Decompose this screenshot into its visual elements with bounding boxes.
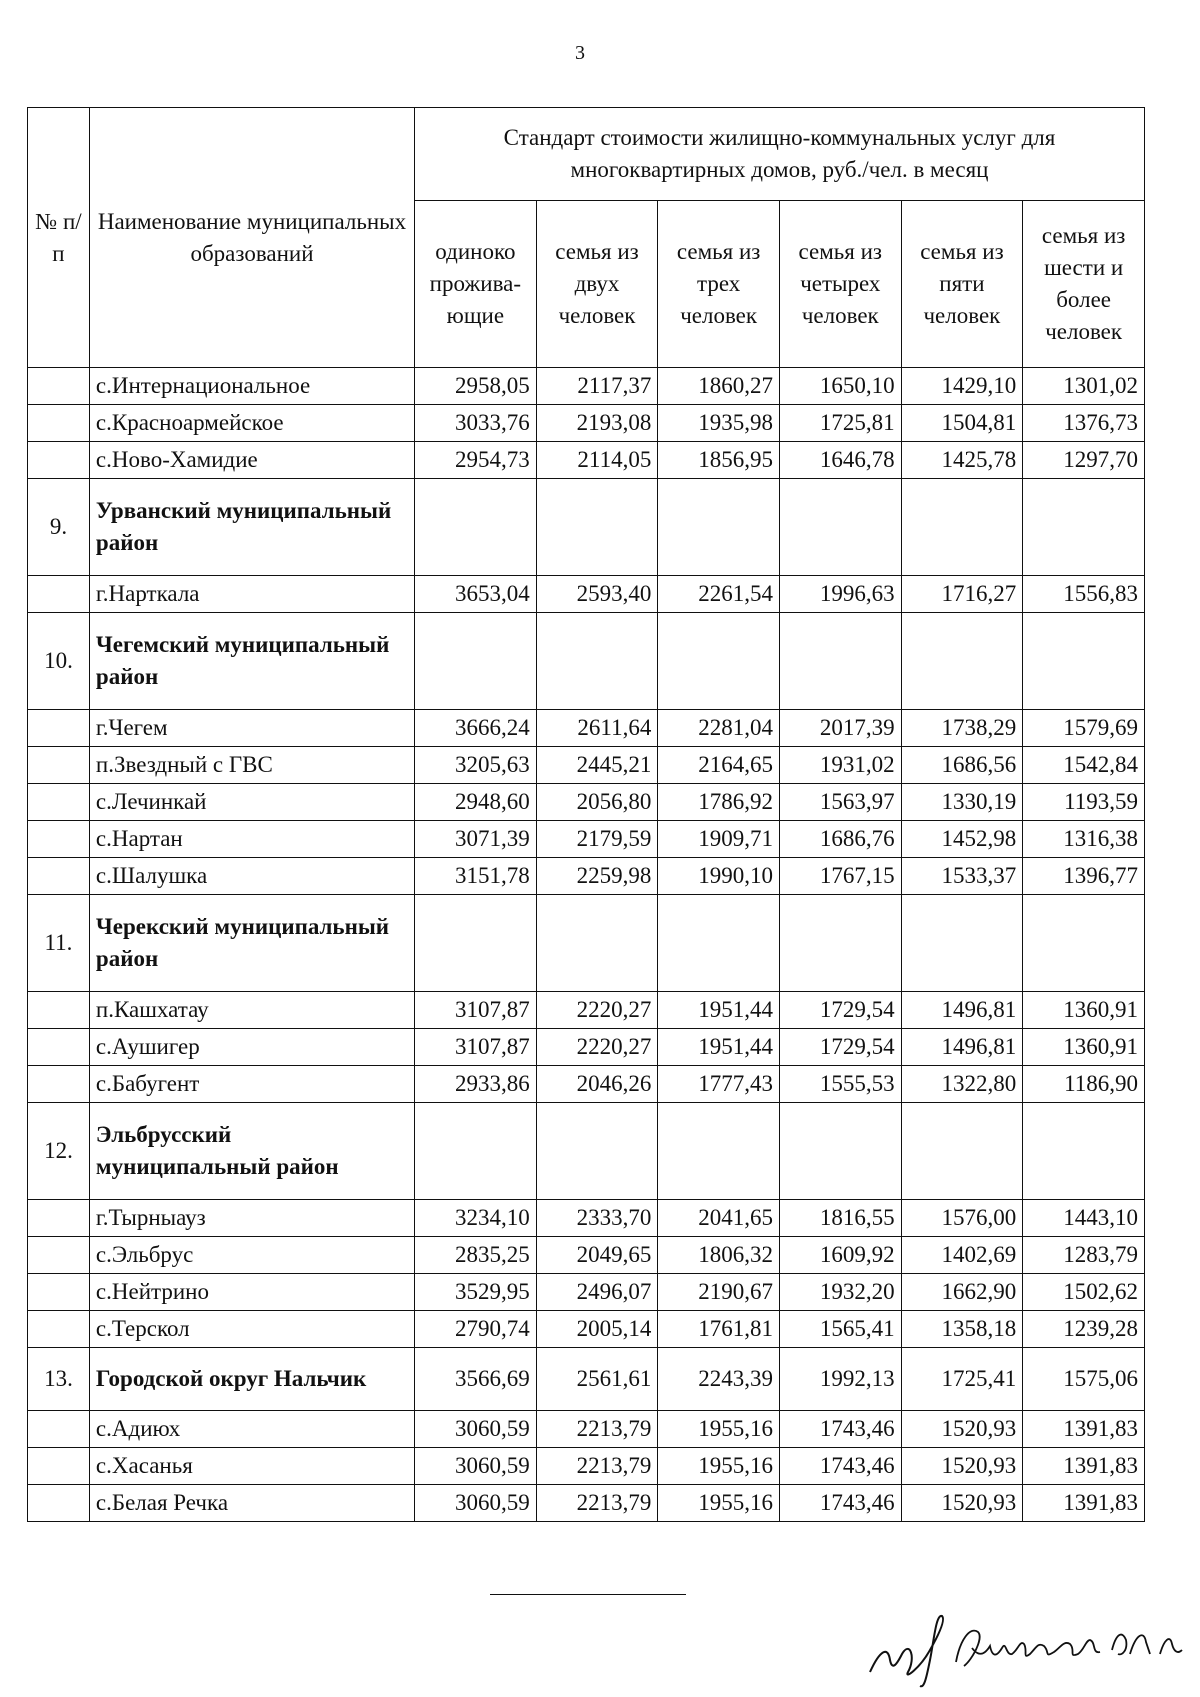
district-name: Чегемский муниципальный район (89, 613, 414, 710)
row-number (28, 368, 90, 405)
footer-divider (490, 1594, 686, 1595)
cost-cell (1023, 1103, 1145, 1200)
district-name: Урванский муниципальный район (89, 479, 414, 576)
cost-cell (779, 479, 901, 576)
settlement-name: с.Лечинкай (89, 784, 414, 821)
cost-cell: 1502,62 (1023, 1274, 1145, 1311)
row-number (28, 576, 90, 613)
cost-cell: 1990,10 (658, 858, 780, 895)
table-row (28, 1237, 1145, 1274)
cost-cell: 1425,78 (901, 442, 1023, 479)
table-row (28, 1411, 1145, 1448)
cost-cell (658, 613, 780, 710)
settlement-name: с.Адиюх (89, 1411, 414, 1448)
cost-cell: 1520,93 (901, 1411, 1023, 1448)
cost-cell: 1330,19 (901, 784, 1023, 821)
settlement-name: п.Кашхатау (89, 992, 414, 1029)
cost-cell: 1686,76 (779, 821, 901, 858)
cost-cell (536, 1103, 658, 1200)
cost-cell: 2041,65 (658, 1200, 780, 1237)
table-row (28, 1274, 1145, 1311)
table-row (28, 576, 1145, 613)
row-number (28, 858, 90, 895)
settlement-name: с.Нейтрино (89, 1274, 414, 1311)
cost-cell: 2017,39 (779, 710, 901, 747)
cost-cell: 1996,63 (779, 576, 901, 613)
row-number (28, 442, 90, 479)
cost-cell: 3060,59 (415, 1448, 537, 1485)
header-municipality: Наименование муниципальных образований (89, 108, 414, 368)
signature-stroke-surname (956, 1631, 1182, 1666)
page-number: 3 (575, 42, 585, 64)
settlement-name: с.Аушигер (89, 1029, 414, 1066)
cost-cell (779, 895, 901, 992)
cost-cell: 1609,92 (779, 1237, 901, 1274)
cost-cell: 1992,13 (779, 1348, 901, 1411)
cost-cell: 1443,10 (1023, 1200, 1145, 1237)
cost-cell: 1297,70 (1023, 442, 1145, 479)
cost-cell: 3205,63 (415, 747, 537, 784)
row-number (28, 1066, 90, 1103)
signature-stroke-initials (870, 1616, 943, 1686)
cost-cell (415, 895, 537, 992)
row-number: 11. (28, 895, 90, 992)
row-number: 9. (28, 479, 90, 576)
cost-cell: 1743,46 (779, 1485, 901, 1522)
cost-cell: 2056,80 (536, 784, 658, 821)
cost-cell (1023, 895, 1145, 992)
cost-cell: 2213,79 (536, 1411, 658, 1448)
row-number (28, 405, 90, 442)
cost-cell: 2948,60 (415, 784, 537, 821)
table-row (28, 1485, 1145, 1522)
cost-cell (536, 895, 658, 992)
cost-cell: 2958,05 (415, 368, 537, 405)
settlement-name: с.Нартан (89, 821, 414, 858)
cost-cell: 2611,64 (536, 710, 658, 747)
cost-cell: 1955,16 (658, 1448, 780, 1485)
cost-cell: 3060,59 (415, 1411, 537, 1448)
table-row (28, 858, 1145, 895)
signature (860, 1610, 1190, 1690)
cost-cell: 1496,81 (901, 1029, 1023, 1066)
cost-cell: 1533,37 (901, 858, 1023, 895)
cost-cell: 1725,81 (779, 405, 901, 442)
cost-cell: 1860,27 (658, 368, 780, 405)
cost-cell (658, 1103, 780, 1200)
settlement-name: с.Ново-Хамидие (89, 442, 414, 479)
header-standard: Стандарт стоимости жилищно-коммунальных услуг для многоквартирных домов, руб./чел. в месяц (415, 108, 1145, 201)
cost-cell: 1186,90 (1023, 1066, 1145, 1103)
cost-cell: 1555,53 (779, 1066, 901, 1103)
row-number (28, 1274, 90, 1311)
cost-cell: 1576,00 (901, 1200, 1023, 1237)
cost-cell: 1932,20 (779, 1274, 901, 1311)
table-row (28, 1029, 1145, 1066)
cost-cell: 2261,54 (658, 576, 780, 613)
header-column: семья из шести и более человек (1023, 201, 1145, 368)
cost-cell: 1429,10 (901, 368, 1023, 405)
cost-cell: 1806,32 (658, 1237, 780, 1274)
cost-cell: 1738,29 (901, 710, 1023, 747)
cost-cell: 1360,91 (1023, 1029, 1145, 1066)
cost-cell: 1301,02 (1023, 368, 1145, 405)
cost-cell: 2790,74 (415, 1311, 537, 1348)
row-number (28, 784, 90, 821)
cost-cell: 2005,14 (536, 1311, 658, 1348)
cost-cell: 1322,80 (901, 1066, 1023, 1103)
table-row (28, 784, 1145, 821)
cost-cell: 1743,46 (779, 1448, 901, 1485)
row-number: 12. (28, 1103, 90, 1200)
header-column: семья из двух человек (536, 201, 658, 368)
cost-cell: 1520,93 (901, 1448, 1023, 1485)
row-number: 13. (28, 1348, 90, 1411)
cost-cell: 2213,79 (536, 1448, 658, 1485)
cost-cell: 1239,28 (1023, 1311, 1145, 1348)
district-row (28, 895, 1145, 992)
tariff-table (27, 107, 1145, 1522)
cost-cell: 3666,24 (415, 710, 537, 747)
table-row (28, 405, 1145, 442)
cost-cell: 1951,44 (658, 992, 780, 1029)
cost-cell: 2243,39 (658, 1348, 780, 1411)
cost-cell: 2259,98 (536, 858, 658, 895)
cost-cell: 2114,05 (536, 442, 658, 479)
cost-cell (415, 1103, 537, 1200)
cost-cell: 2954,73 (415, 442, 537, 479)
cost-cell: 1743,46 (779, 1411, 901, 1448)
cost-cell: 1686,56 (901, 747, 1023, 784)
settlement-name: г.Нарткала (89, 576, 414, 613)
cost-cell: 2164,65 (658, 747, 780, 784)
cost-cell: 1650,10 (779, 368, 901, 405)
cost-cell: 1391,83 (1023, 1485, 1145, 1522)
cost-cell: 2179,59 (536, 821, 658, 858)
cost-cell: 2835,25 (415, 1237, 537, 1274)
settlement-name: с.Белая Речка (89, 1485, 414, 1522)
cost-cell: 1360,91 (1023, 992, 1145, 1029)
cost-cell: 2281,04 (658, 710, 780, 747)
settlement-name: с.Красноармейское (89, 405, 414, 442)
cost-cell: 2593,40 (536, 576, 658, 613)
header-number: № п/п (28, 108, 90, 368)
cost-cell: 1786,92 (658, 784, 780, 821)
cost-cell: 1729,54 (779, 992, 901, 1029)
cost-cell: 1504,81 (901, 405, 1023, 442)
cost-cell: 3653,04 (415, 576, 537, 613)
table-row (28, 442, 1145, 479)
settlement-name: с.Терскол (89, 1311, 414, 1348)
cost-cell: 1931,02 (779, 747, 901, 784)
cost-cell: 1579,69 (1023, 710, 1145, 747)
cost-cell: 3234,10 (415, 1200, 537, 1237)
cost-cell: 1716,27 (901, 576, 1023, 613)
cost-cell: 1520,93 (901, 1485, 1023, 1522)
row-number (28, 710, 90, 747)
cost-cell: 2933,86 (415, 1066, 537, 1103)
cost-cell: 1856,95 (658, 442, 780, 479)
cost-cell: 3529,95 (415, 1274, 537, 1311)
table-row (28, 710, 1145, 747)
settlement-name: с.Эльбрус (89, 1237, 414, 1274)
district-name: Городской округ Нальчик (89, 1348, 414, 1411)
header-column: семья из четырех человек (779, 201, 901, 368)
row-number (28, 1029, 90, 1066)
cost-cell: 1193,59 (1023, 784, 1145, 821)
cost-cell: 3566,69 (415, 1348, 537, 1411)
signature-image (860, 1610, 1190, 1690)
cost-cell: 1565,41 (779, 1311, 901, 1348)
cost-cell (536, 613, 658, 710)
cost-cell: 1396,77 (1023, 858, 1145, 895)
cost-cell: 2213,79 (536, 1485, 658, 1522)
table-row (28, 1200, 1145, 1237)
cost-cell: 1662,90 (901, 1274, 1023, 1311)
district-row (28, 479, 1145, 576)
cost-cell: 1761,81 (658, 1311, 780, 1348)
cost-cell (415, 479, 537, 576)
cost-cell (901, 895, 1023, 992)
cost-cell: 1729,54 (779, 1029, 901, 1066)
cost-cell: 1725,41 (901, 1348, 1023, 1411)
cost-cell: 1575,06 (1023, 1348, 1145, 1411)
settlement-name: п.Звездный с ГВС (89, 747, 414, 784)
cost-cell: 2333,70 (536, 1200, 658, 1237)
row-number (28, 1485, 90, 1522)
cost-cell: 1563,97 (779, 784, 901, 821)
cost-cell: 3107,87 (415, 992, 537, 1029)
cost-cell (901, 613, 1023, 710)
cost-cell: 1777,43 (658, 1066, 780, 1103)
settlement-name: г.Чегем (89, 710, 414, 747)
cost-cell: 2046,26 (536, 1066, 658, 1103)
district-row (28, 613, 1145, 710)
settlement-name: г.Тырныауз (89, 1200, 414, 1237)
cost-cell: 1767,15 (779, 858, 901, 895)
cost-cell: 2445,21 (536, 747, 658, 784)
table-body (28, 368, 1145, 1522)
cost-cell: 1556,83 (1023, 576, 1145, 613)
cost-cell: 1951,44 (658, 1029, 780, 1066)
cost-cell: 1391,83 (1023, 1448, 1145, 1485)
cost-cell (658, 479, 780, 576)
district-row (28, 1348, 1145, 1411)
district-row (28, 1103, 1145, 1200)
table-row (28, 1311, 1145, 1348)
settlement-name: с.Шалушка (89, 858, 414, 895)
row-number (28, 992, 90, 1029)
table-row (28, 1448, 1145, 1485)
cost-cell: 2220,27 (536, 1029, 658, 1066)
cost-cell: 2220,27 (536, 992, 658, 1029)
cost-cell (1023, 613, 1145, 710)
cost-cell: 2496,07 (536, 1274, 658, 1311)
cost-cell: 1935,98 (658, 405, 780, 442)
table-row (28, 368, 1145, 405)
header-column: семья из пяти человек (901, 201, 1023, 368)
table-row (28, 1066, 1145, 1103)
cost-cell: 1391,83 (1023, 1411, 1145, 1448)
row-number (28, 1200, 90, 1237)
district-name: Эльбрусский муниципальный район (89, 1103, 414, 1200)
cost-cell: 1542,84 (1023, 747, 1145, 784)
cost-cell: 1358,18 (901, 1311, 1023, 1348)
cost-cell: 1283,79 (1023, 1237, 1145, 1274)
cost-cell: 2193,08 (536, 405, 658, 442)
cost-cell: 3060,59 (415, 1485, 537, 1522)
cost-cell (779, 1103, 901, 1200)
cost-cell (415, 613, 537, 710)
cost-cell: 2190,67 (658, 1274, 780, 1311)
cost-cell (658, 895, 780, 992)
cost-cell: 2117,37 (536, 368, 658, 405)
cost-cell: 3071,39 (415, 821, 537, 858)
cost-cell: 1646,78 (779, 442, 901, 479)
cost-cell: 3151,78 (415, 858, 537, 895)
row-number (28, 1448, 90, 1485)
district-name: Черекский муниципальный район (89, 895, 414, 992)
header-column: семья из трех человек (658, 201, 780, 368)
table-row (28, 747, 1145, 784)
cost-cell (1023, 479, 1145, 576)
cost-cell: 1376,73 (1023, 405, 1145, 442)
cost-cell (901, 479, 1023, 576)
row-number (28, 821, 90, 858)
cost-cell: 1452,98 (901, 821, 1023, 858)
table-row (28, 992, 1145, 1029)
row-number (28, 1311, 90, 1348)
row-number (28, 747, 90, 784)
cost-cell: 3107,87 (415, 1029, 537, 1066)
cost-cell: 1816,55 (779, 1200, 901, 1237)
row-number (28, 1411, 90, 1448)
row-number: 10. (28, 613, 90, 710)
cost-cell (536, 479, 658, 576)
header-column: одиноко прожива-ющие (415, 201, 537, 368)
settlement-name: с.Хасанья (89, 1448, 414, 1485)
cost-cell (779, 613, 901, 710)
cost-cell: 3033,76 (415, 405, 537, 442)
cost-cell: 1402,69 (901, 1237, 1023, 1274)
cost-cell: 1316,38 (1023, 821, 1145, 858)
cost-cell: 2049,65 (536, 1237, 658, 1274)
settlement-name: с.Интернациональное (89, 368, 414, 405)
cost-cell: 1955,16 (658, 1485, 780, 1522)
settlement-name: с.Бабугент (89, 1066, 414, 1103)
row-number (28, 1237, 90, 1274)
cost-cell: 2561,61 (536, 1348, 658, 1411)
cost-cell: 1909,71 (658, 821, 780, 858)
cost-cell: 1955,16 (658, 1411, 780, 1448)
table-row (28, 821, 1145, 858)
cost-cell (901, 1103, 1023, 1200)
cost-cell: 1496,81 (901, 992, 1023, 1029)
